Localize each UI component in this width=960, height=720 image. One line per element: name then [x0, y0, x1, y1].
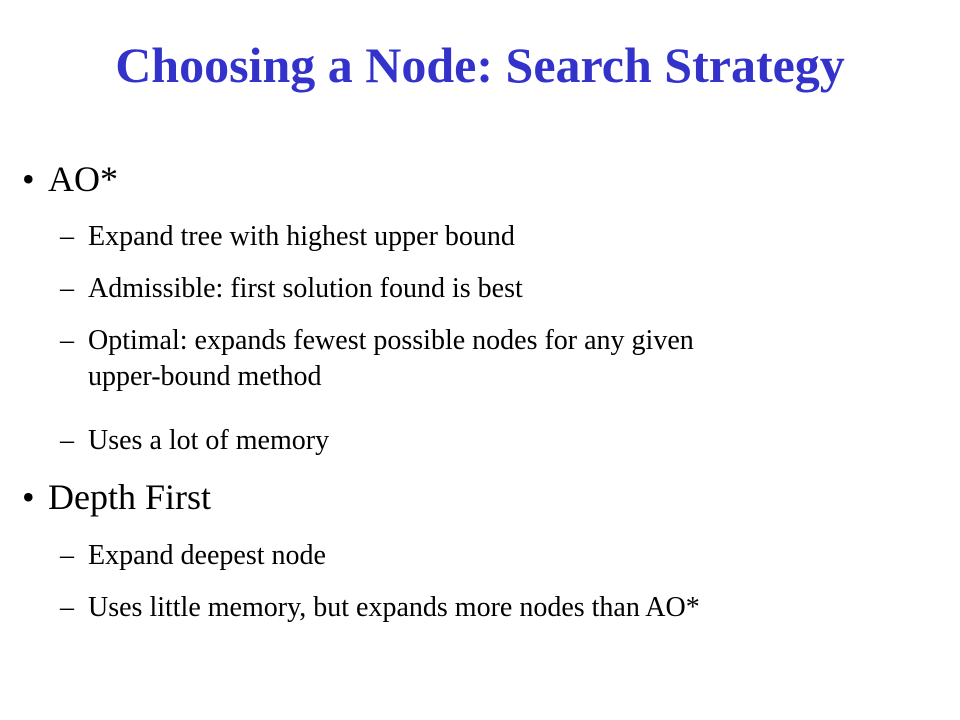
bullet-dot-icon: • [22, 477, 35, 517]
dash-icon: – [60, 592, 74, 623]
bullet-ao-star [22, 157, 118, 201]
sub-item [60, 590, 700, 626]
bullet-label: Depth First [48, 477, 212, 517]
dash-icon: – [60, 273, 74, 304]
sub-item-text-continued: upper-bound method [88, 361, 322, 392]
slide-title: Choosing a Node: Search Strategy [115, 37, 845, 93]
sub-item-text: Uses little memory, but expands more nodes than AO* [88, 592, 700, 623]
sub-item-text: Optimal: expands fewest possible nodes for any given [88, 325, 694, 356]
sub-item-text: Admissible: first solution found is best [88, 273, 523, 304]
bullet-depth-first [22, 475, 211, 519]
bullet-label: AO* [48, 159, 118, 199]
dash-icon: – [60, 221, 74, 252]
sub-item-text: Expand deepest node [88, 540, 326, 571]
dash-icon: – [60, 325, 74, 356]
sub-item [60, 323, 694, 395]
dash-icon: – [60, 425, 74, 456]
sub-item-text: Expand tree with highest upper bound [88, 221, 515, 252]
dash-icon: – [60, 540, 74, 571]
sub-item [60, 271, 523, 307]
sub-item-text: Uses a lot of memory [88, 425, 330, 456]
sub-item [60, 538, 326, 574]
bullet-dot-icon: • [22, 159, 35, 199]
sub-item [60, 219, 515, 255]
sub-item [60, 423, 329, 459]
